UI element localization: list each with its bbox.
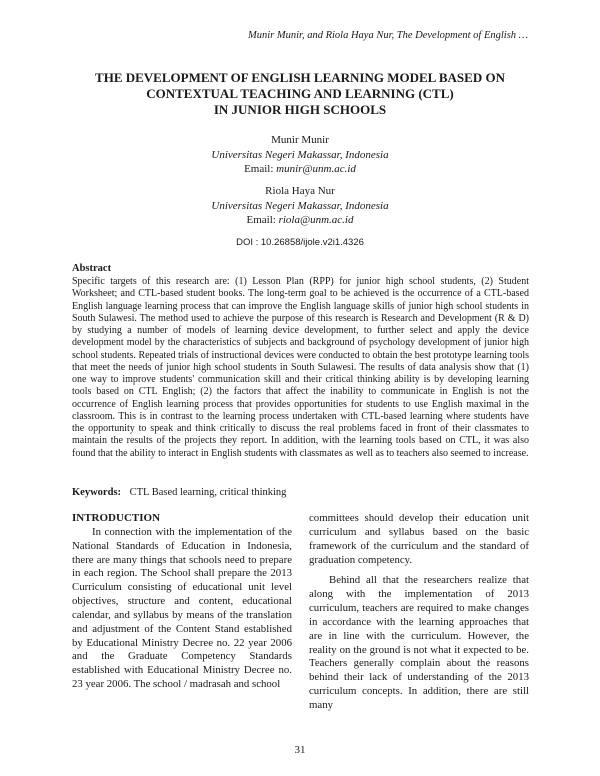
body-paragraph: Behind all that the researchers realize that along with the implementation of 2013 curriculum, teachers are required to make changes in accordance with the learning approaches that are in line with the curriculum. However, the reality on the ground is not what it expected to be. Teachers generally complain about the reasons behind their lack of understanding of the 2013 curriculum concepts. In addition, there are still many — [309, 574, 529, 711]
left-column — [72, 512, 292, 692]
author-email-line — [72, 213, 528, 228]
title-line: CONTEXTUAL TEACHING AND LEARNING (CTL) — [146, 86, 454, 101]
doi[interactable]: DOI : 10.26858/ijole.v2i1.4326 — [236, 237, 364, 248]
author-email-line — [72, 162, 528, 177]
abstract-body — [72, 276, 529, 460]
section-heading-introduction: INTRODUCTION — [72, 512, 161, 524]
author-name: Riola Haya Nur — [265, 185, 335, 197]
author-block-1 — [72, 133, 528, 177]
author-name: Munir Munir — [271, 134, 329, 146]
paper-title — [72, 70, 528, 118]
keywords-value: CTL Based learning, critical thinking — [129, 487, 287, 498]
author-affiliation: Universitas Negeri Makassar, Indonesia — [211, 148, 389, 161]
author-email[interactable]: munir@unm.ac.id — [276, 163, 356, 175]
abstract-heading: Abstract — [72, 263, 112, 274]
title-line: IN JUNIOR HIGH SCHOOLS — [213, 102, 387, 117]
email-label: Email: — [246, 214, 276, 226]
author-affiliation: Universitas Negeri Makassar, Indonesia — [211, 199, 389, 212]
body-paragraph: committees should develop their education unit curriculum and syllabus based on the basic framework of the curriculum and the standard of graduation competency. — [309, 512, 529, 566]
email-label: Email: — [244, 163, 274, 175]
title-line: THE DEVELOPMENT OF ENGLISH LEARNING MODEL BASED ON — [95, 70, 505, 85]
author-block-2 — [72, 184, 528, 228]
keywords-label: Keywords: — [72, 487, 121, 498]
body-paragraph: In connection with the implementation of the National Standards of Education in Indonesia, there are many things that schools need to prepare in each region. The School shall prepare the 2013 Curriculum consisting of educational unit level objectives, structure and content, educational calendar, and syllabus by means of the translation and adjustment of the Content Stand established by Educational Ministry Decree no. 22 year 2006 and the Graduate Competency Standards established with Educational Ministry Decree no. 23 year 2006. The school / madrasah and school — [72, 525, 292, 691]
page-number: 31 — [294, 744, 306, 756]
right-column — [309, 512, 529, 713]
keywords — [72, 487, 286, 498]
author-email[interactable]: riola@unm.ac.id — [278, 214, 354, 226]
running-header: Munir Munir, and Riola Haya Nur, The Development of English … — [248, 30, 528, 41]
abstract-text: Specific targets of this research are: (1) Lesson Plan (RPP) for junior high school students, (2) Student Worksheet; and CTL-based student books. The long-term goal to be achieved is the occurrence of a CTL-based English language learning process that can improve the English language skills of junior high school students in South Sulawesi. The method used to achieve the purpose of this research is Research and Development (R & D) by studying a number of models of learning device development, to further select and apply the device development model by the characteristics of subjects and background of psychology development of junior high school students. Repeated trials of instructional devices were conducted to obtain the best prototype learning tools that meet the needs of junior high school students in South Sulawesi. The results of data analysis show that (1) one way to improve students' communication skill and their critical thinking ability is by developing learning tools based on CTL English; (2) the factors that affect the inability to communicate in English is not the occurrence of English learning process that provides opportunities for students to use English maximal in the classroom. This is in contrast to the learning process undertaken with CTL-based learning where students have the opportunity to speak and think critically to discuss the real problems faced in front of their classmates to maintain the results of the projects they report. In addition, with the learning tools based on CTL, it was also found that the ability to interact in English students with classmates as well as to teachers also seemed to increase. — [72, 276, 529, 459]
